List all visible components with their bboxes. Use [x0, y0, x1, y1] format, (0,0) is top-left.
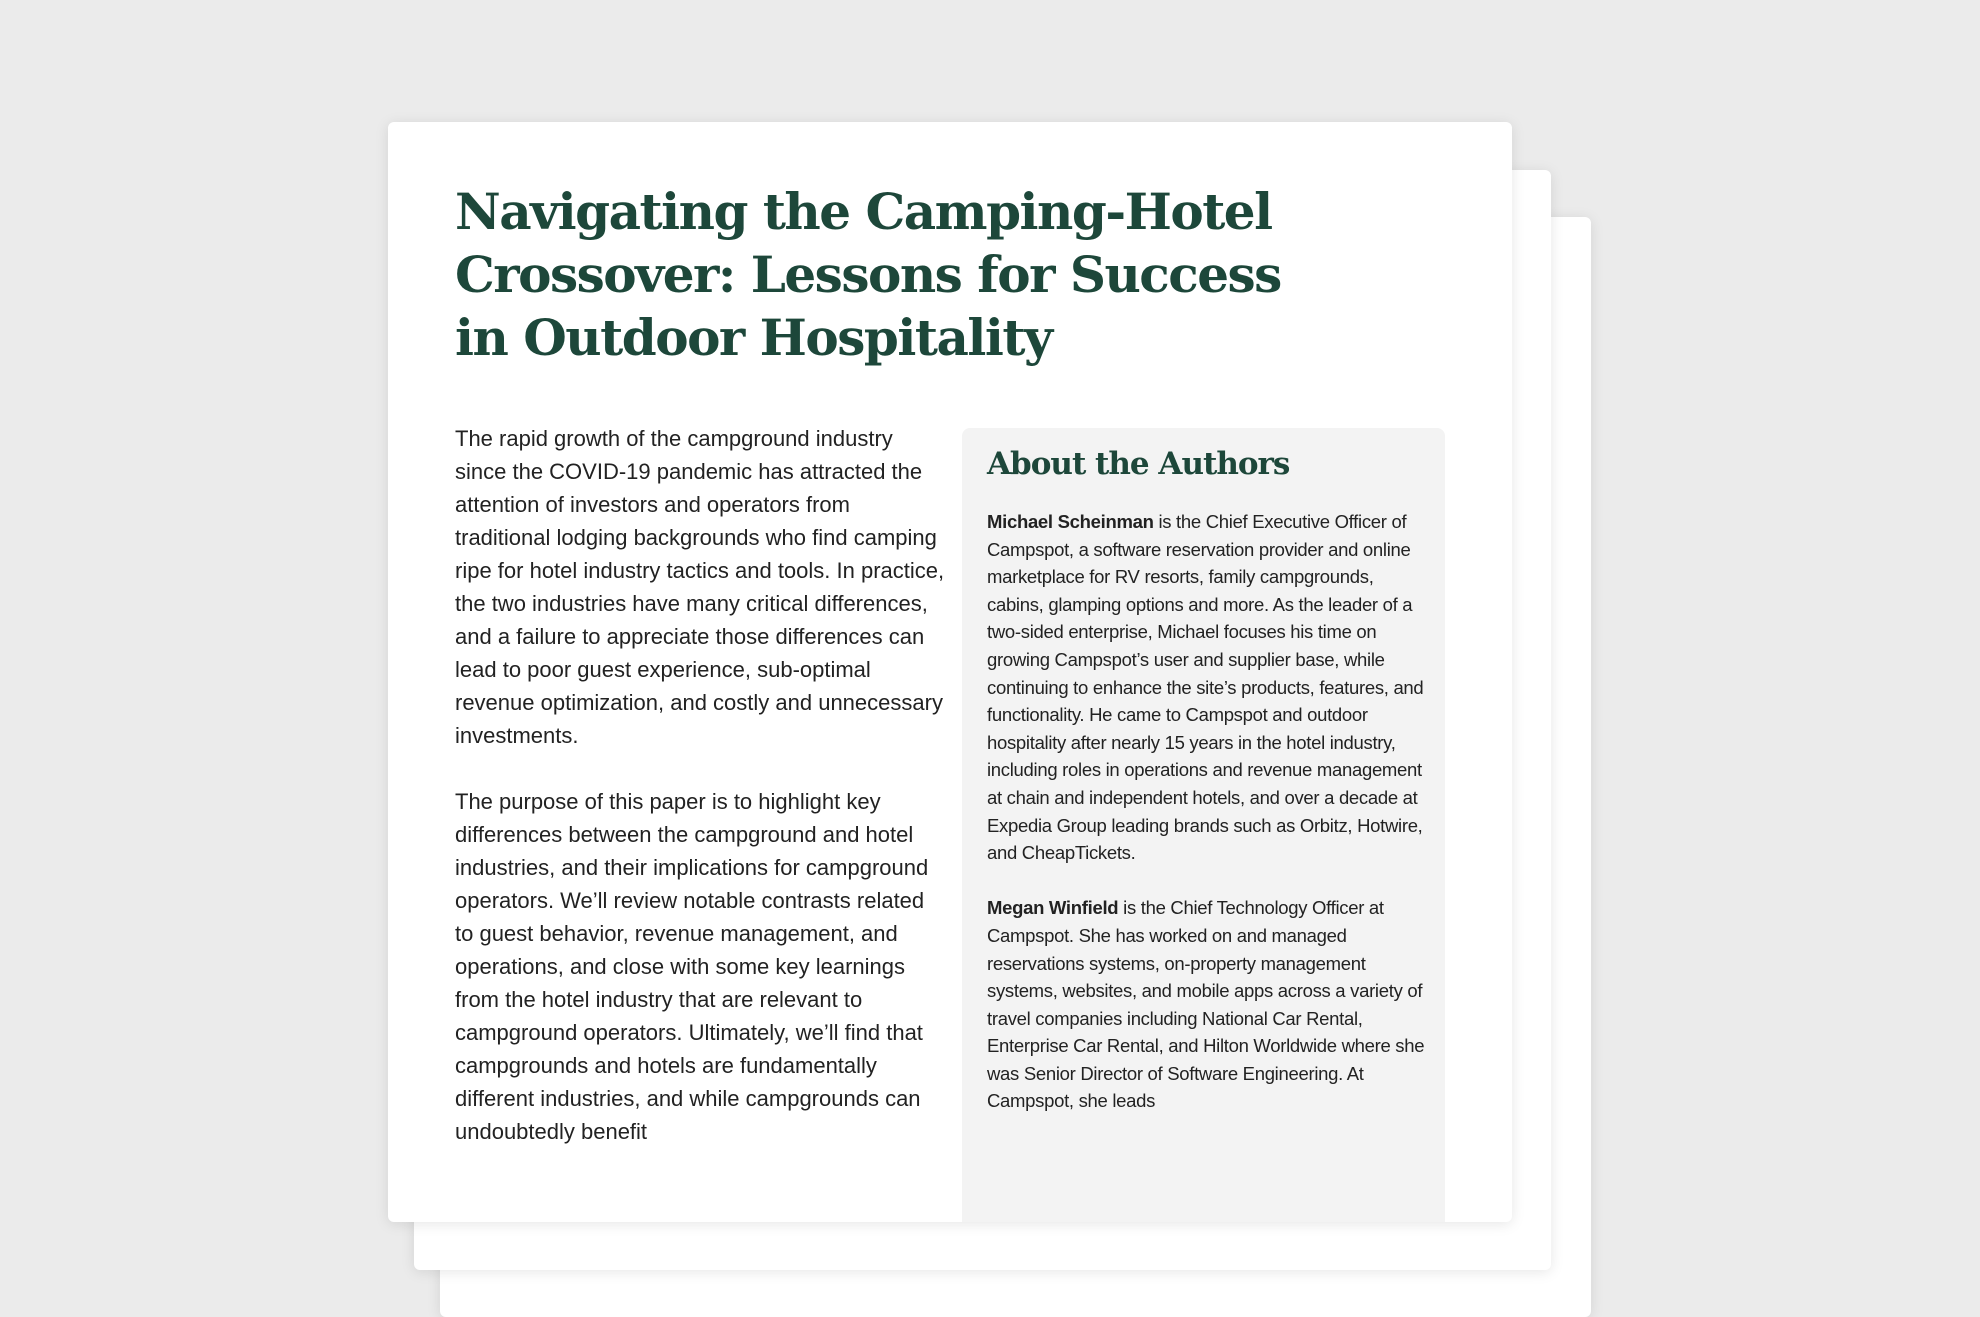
about-authors-heading: About the Authors: [987, 446, 1290, 482]
purpose-paragraph: The purpose of this paper is to highlight key differences between the campground and hotel industries, and their implications for campground operators. We’ll review notable contrasts related to guest behavior, revenue management, and operations, and close with some key learnings from the hotel industry that are relevant to campground operators. Ultimately, we’ll find that campgrounds and hotels are fundamentally different industries, and while campgrounds can undoubtedly benefit: [455, 789, 929, 1144]
intro-paragraph: The rapid growth of the campground industry since the COVID-19 pandemic has attracted the attention of investors and operators from traditional lodging backgrounds who find camping ripe for hotel industry tactics and tools. In practice, the two industries have many critical differences, and a failure to appreciate those differences can lead to poor guest experience, sub-optimal revenue optimization, and costly and unnecessary investments.: [455, 426, 945, 748]
author-name: Michael Scheinman: [987, 511, 1154, 532]
author-bio: [987, 894, 1427, 1115]
author-bio: [987, 508, 1427, 867]
author-bio-text: is the Chief Executive Officer of Campspot, a software reservation provider and online marketplace for RV resorts, family campgrounds, cabins, glamping options and more. As the leader of a two-sided enterprise, Michael focuses his time on growing Campspot’s user and supplier base, while continuing to enhance the site’s products, features, and functionality. He came to Campspot and outdoor hospitality after nearly 15 years in the hotel industry, including roles in operations and revenue management at chain and independent hotels, and over a decade at Expedia Group leading brands such as Orbitz, Hotwire, and CheapTickets.: [987, 511, 1424, 864]
author-bio-text: is the Chief Technology Officer at Campspot. She has worked on and managed reservations systems, on-property management systems, websites, and mobile apps across a variety of travel companies including National Car Rental, Enterprise Car Rental, and Hilton Worldwide where she was Senior Director of Software Engineering. At Campspot, she leads: [987, 897, 1425, 1112]
document-page: [388, 122, 1512, 1222]
title-line: Navigating the Camping-Hotel: [455, 182, 1272, 241]
document-title: [455, 180, 1355, 369]
title-line: Crossover: Lessons for Success: [455, 245, 1281, 304]
author-bios: [987, 508, 1427, 1143]
author-name: Megan Winfield: [987, 897, 1119, 919]
about-authors-box: [962, 428, 1445, 1222]
body-column: [455, 422, 945, 1181]
title-line: in Outdoor Hospitality: [455, 308, 1052, 367]
